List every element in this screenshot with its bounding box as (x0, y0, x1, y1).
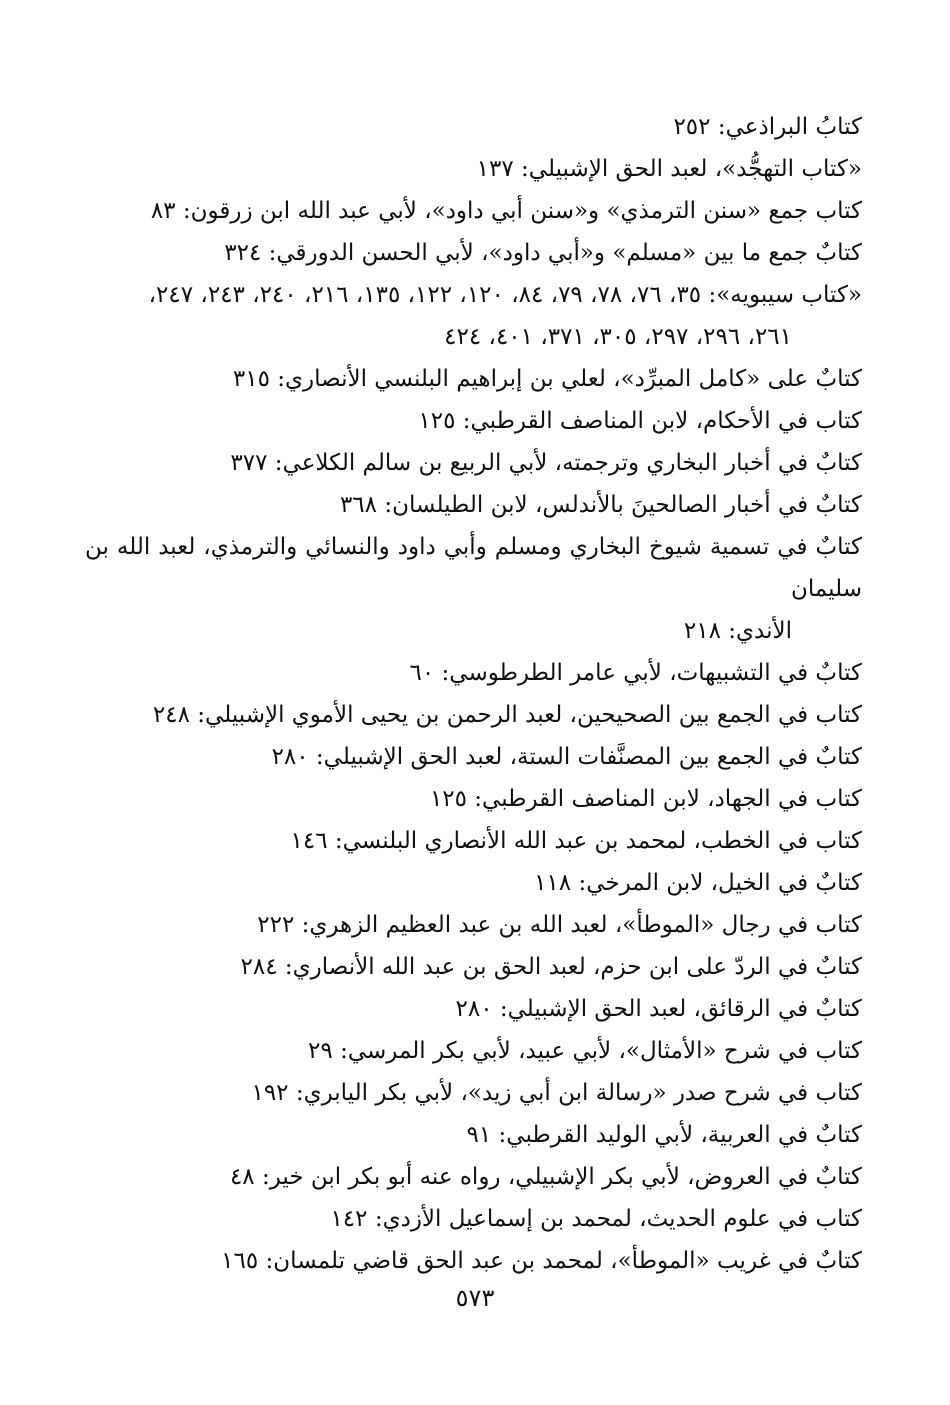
index-entry (85, 652, 862, 694)
index-entry-text: كتابُ البراذعي: ٢٥٢ (673, 114, 862, 140)
index-entry-text: كتاب في شرح «الأمثال»، لأبي عبيد، لأبي بكر المرسي: ٢٩ (308, 1038, 862, 1064)
index-entry-text: كتاب في الجهاد، لابن المناصف القرطبي: ١٢٥ (429, 786, 862, 812)
index-entry-text: كتاب في شرح صدر «رسالة ابن أبي زيد»، لأبي بكر اليابري: ١٩٢ (251, 1080, 862, 1106)
index-entry (85, 274, 862, 358)
index-entry (85, 862, 862, 904)
index-entry (85, 904, 862, 946)
index-entry-continuation: ٢٦١، ٢٩٦، ٢٩٧، ٣٠٥، ٣٧١، ٤٠١، ٤٢٤ (444, 324, 792, 350)
index-entry-continuation: الأندي: ٢١٨ (683, 618, 792, 644)
index-entry-text: كتاب في رجال «الموطأ»، لعبد الله بن عبد العظيم الزهري: ٢٢٢ (257, 912, 862, 938)
index-entry (85, 820, 862, 862)
index-entry-text: كتابٌ في الخيل، لابن المرخي: ١١٨ (534, 870, 862, 896)
index-entry (85, 988, 862, 1030)
index-entry-text: كتابٌ في التشبيهات، لأبي عامر الطرطوسي: ٦٠ (409, 660, 862, 686)
index-entry (85, 778, 862, 820)
index-entry-text: كتابٌ في الجمع بين المصنَّفات الستة، لعبد الحق الإشبيلي: ٢٨٠ (271, 744, 862, 770)
index-entry (85, 484, 862, 526)
index-entry (85, 1240, 862, 1282)
index-entry (85, 232, 862, 274)
index-entry-text: كتابٌ في الردّ على ابن حزم، لعبد الحق بن عبد الله الأنصاري: ٢٨٤ (240, 954, 862, 980)
index-entry-text: كتاب في الأحكام، لابن المناصف القرطبي: ١٢٥ (418, 408, 862, 434)
index-entry-text: كتابٌ على «كامل المبرِّد»، لعلي بن إبراهيم البلنسي الأنصاري: ٣١٥ (232, 366, 862, 392)
index-entry-text: كتاب في الخطب، لمحمد بن عبد الله الأنصاري البلنسي: ١٤٦ (290, 828, 862, 854)
index-entry (85, 400, 862, 442)
index-entry-text: كتاب جمع «سنن الترمذي» و«سنن أبي داود»، لأبي عبد الله ابن زرقون: ٨٣ (150, 198, 862, 224)
index-entry (85, 190, 862, 232)
index-entry-list (85, 106, 862, 1282)
page-number: ٥٧٣ (455, 1284, 495, 1312)
index-entry-text: كتابٌ في العروض، لأبي بكر الإشبيلي، رواه عنه أبو بكر ابن خير: ٤٨ (229, 1164, 862, 1190)
index-entry-text: كتابٌ في الرقائق، لعبد الحق الإشبيلي: ٢٨٠ (455, 996, 862, 1022)
index-entry (85, 694, 862, 736)
index-entry-text: كتابٌ في تسمية شيوخ البخاري ومسلم وأبي داود والنسائي والترمذي، لعبد الله بن سليمان (85, 534, 862, 602)
index-entry (85, 526, 862, 652)
index-entry-text: «كتاب التهجُّد»، لعبد الحق الإشبيلي: ١٣٧ (476, 156, 862, 182)
index-entry (85, 1198, 862, 1240)
index-entry (85, 148, 862, 190)
index-entry-text: كتابٌ في أخبار الصالحينَ بالأندلس، لابن الطيلسان: ٣٦٨ (339, 492, 862, 518)
index-entry-text: كتابٌ في أخبار البخاري وترجمته، لأبي الربيع بن سالم الكلاعي: ٣٧٧ (230, 450, 862, 476)
index-entry-text: كتابٌ في غريب «الموطأ»، لمحمد بن عبد الحق قاضي تلمسان: ١٦٥ (221, 1248, 862, 1274)
index-entry (85, 736, 862, 778)
index-entry-text: كتاب في الجمع بين الصحيحين، لعبد الرحمن بن يحيى الأموي الإشبيلي: ٢٤٨ (152, 702, 862, 728)
index-entry (85, 946, 862, 988)
index-entry-text: كتابٌ في العربية، لأبي الوليد القرطبي: ٩١ (466, 1122, 862, 1148)
index-entry-text: كتاب في علوم الحديث، لمحمد بن إسماعيل الأزدي: ١٤٢ (330, 1206, 862, 1232)
index-entry (85, 358, 862, 400)
index-entry-text: كتابٌ جمع ما بين «مسلم» و«أبي داود»، لأبي الحسن الدورقي: ٣٢٤ (224, 240, 862, 266)
index-entry-text: «كتاب سيبويه»: ٣٥، ٧٦، ٧٨، ٧٩، ٨٤، ١٢٠، ١٢٢، ١٣٥، ٢١٦، ٢٤٠، ٢٤٣، ٢٤٧، (148, 282, 862, 308)
index-entry (85, 442, 862, 484)
index-entry (85, 1114, 862, 1156)
index-entry (85, 106, 862, 148)
index-entry (85, 1072, 862, 1114)
index-entry (85, 1156, 862, 1198)
index-entry (85, 1030, 862, 1072)
